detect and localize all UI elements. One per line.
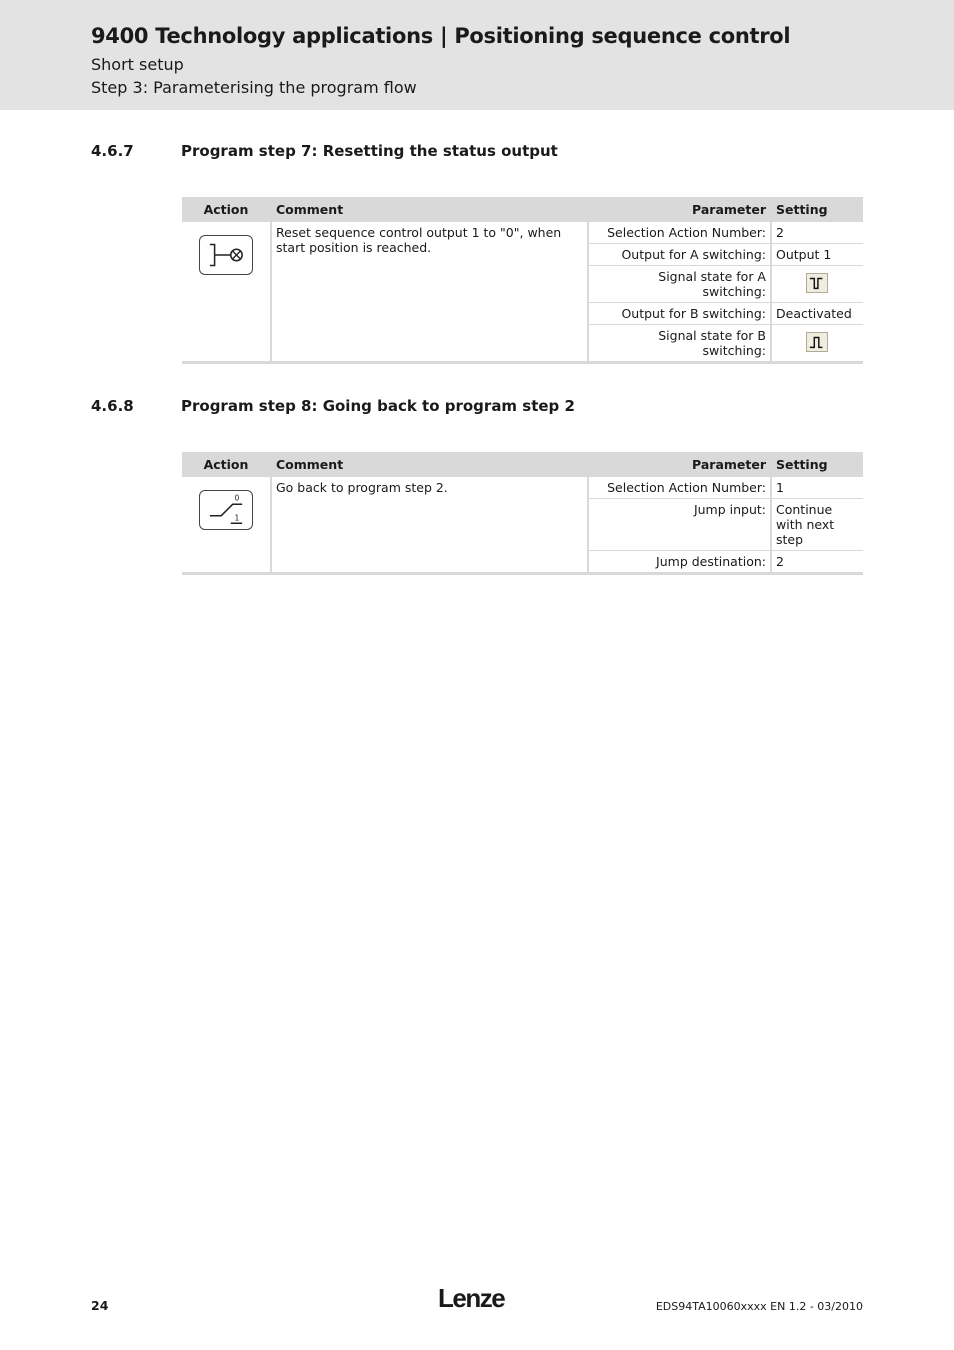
parameter-label: Selection Action Number: xyxy=(589,222,770,244)
section-title: Program step 7: Resetting the status output xyxy=(181,142,558,160)
parameter-label: Jump destination: xyxy=(589,551,770,575)
rising-edge-signal-icon xyxy=(806,332,828,352)
column-header-comment: Comment xyxy=(272,452,589,477)
parameter-label: Jump input: xyxy=(589,499,770,551)
setting-value: Deactivated xyxy=(770,303,863,325)
action-cell xyxy=(182,477,272,575)
program-step-7-table xyxy=(182,197,863,364)
parameter-label: Selection Action Number: xyxy=(589,477,770,499)
section-title: Program step 8: Going back to program step 2 xyxy=(181,397,575,415)
document-id: EDS94TA10060xxxx EN 1.2 - 03/2010 xyxy=(655,1300,863,1313)
setting-value: Continue with next step xyxy=(770,499,863,551)
setting-icon-cell xyxy=(770,325,863,364)
setting-value: Output 1 xyxy=(770,244,863,266)
lenze-logo: Lenze xyxy=(438,1283,505,1313)
comment-cell: Reset sequence control output 1 to "0", when start position is reached. xyxy=(272,222,589,364)
column-header-action: Action xyxy=(182,452,272,477)
action-cell xyxy=(182,222,272,364)
section-number: 4.6.8 xyxy=(91,397,134,415)
column-header-comment: Comment xyxy=(272,197,589,222)
parameter-label: Output for A switching: xyxy=(589,244,770,266)
parameter-label: Signal state for B switching: xyxy=(589,325,770,364)
parameter-label: Signal state for A switching: xyxy=(589,266,770,303)
table-row xyxy=(182,222,863,244)
page-header xyxy=(0,0,954,110)
icon-label-0: 0 xyxy=(234,493,240,503)
icon-label-1: 1 xyxy=(234,513,240,523)
setting-icon-cell xyxy=(770,266,863,303)
setting-value: 2 xyxy=(770,551,863,575)
column-header-parameter: Parameter xyxy=(589,452,770,477)
section-number: 4.6.7 xyxy=(91,142,134,160)
column-header-setting: Setting xyxy=(770,452,863,477)
document-title: 9400 Technology applications | Positioning sequence control xyxy=(91,24,791,48)
setting-value: 1 xyxy=(770,477,863,499)
parameter-label: Output for B switching: xyxy=(589,303,770,325)
program-step-8-table xyxy=(182,452,863,575)
setting-value: 2 xyxy=(770,222,863,244)
column-header-action: Action xyxy=(182,197,272,222)
column-header-parameter: Parameter xyxy=(589,197,770,222)
header-subtitle-1: Short setup xyxy=(91,55,184,74)
table-row xyxy=(182,477,863,499)
comment-cell: Go back to program step 2. xyxy=(272,477,589,575)
column-header-setting: Setting xyxy=(770,197,863,222)
jump-switch-icon xyxy=(199,490,253,530)
page-number: 24 xyxy=(91,1298,109,1313)
falling-edge-signal-icon xyxy=(806,273,828,293)
reset-output-icon xyxy=(199,235,253,275)
header-subtitle-2: Step 3: Parameterising the program flow xyxy=(91,78,417,97)
